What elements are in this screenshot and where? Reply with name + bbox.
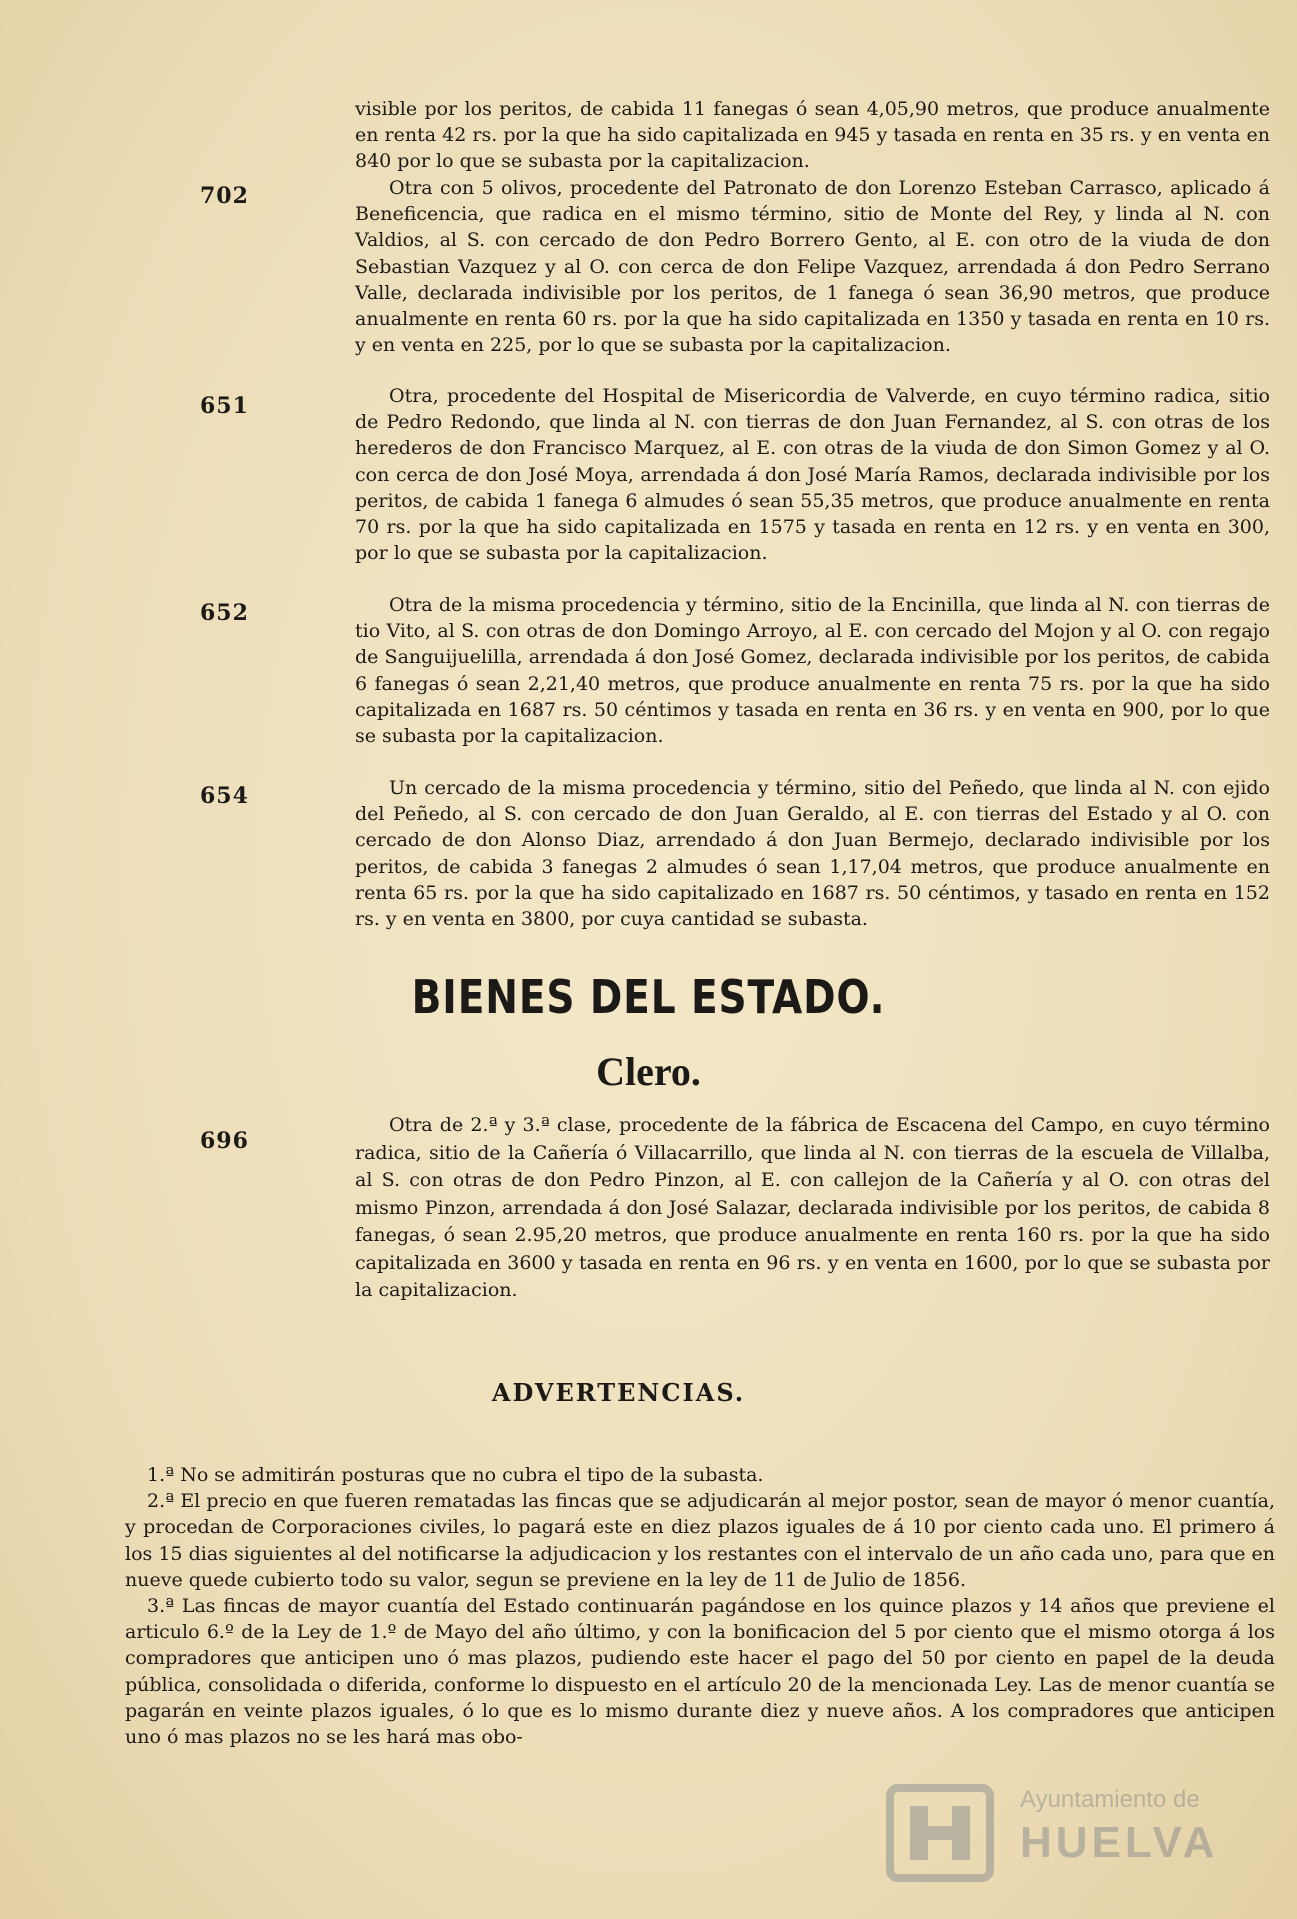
crest-icon — [880, 1778, 1000, 1888]
entry-text: Otra, procedente del Hospital de Misericordia de Valverde, en cuyo término radica, sitio de Pedro Redondo, que linda al N. con tierras de don Juan Fernandez, al S. con otras de los herederos de don Francisco Marquez, al E. con otras de la viuda de don Simon Gomez y al O. con cerca de don José Moya, arrendada á don José María Ramos, declarada indivisible por los peritos, de cabida 1 fanega 6 almudes ó sean 55,35 metros, que produce anualmente en renta 70 rs. por la que ha sido capitalizada en 1575 y tasada en renta en 12 rs. y en venta en 300, por lo que se subasta por la capitalizacion. — [355, 385, 1270, 565]
entry-696 — [200, 1112, 1275, 1305]
entry-number: 651 — [200, 393, 249, 419]
heading-advertencias: ADVERTENCIAS. — [491, 1378, 746, 1407]
watermark-line2: HUELVA — [1020, 1818, 1219, 1867]
entry-number: 654 — [200, 783, 249, 809]
entry-651 — [200, 383, 1275, 566]
watermark-line1: Ayuntamiento de — [1020, 1786, 1200, 1813]
entry-continuation — [200, 96, 1275, 175]
entry-number: 702 — [200, 183, 249, 209]
advertencia-1: 1.ª No se admitirán posturas que no cubra el tipo de la subasta. — [147, 1464, 764, 1486]
entry-text: Otra con 5 olivos, procedente del Patronato de don Lorenzo Esteban Carrasco, aplicado á Beneficencia, que radica en el mismo término, sitio de Monte del Rey, y linda al N. con Valdios, al S. con cercado de don Pedro Borrero Gento, al E. con otro de la viuda de don Sebastian Vazquez y al O. con cerca de don Felipe Vazquez, arrendada á don Pedro Serrano Valle, declarada indivisible por los peritos, de 1 fanega ó sean 36,90 metros, que produce anualmente en renta 60 rs. por la que ha sido capitalizada en 1350 y tasada en renta en 10 rs. y en venta en 225, por lo que se subasta por la capitalizacion. — [355, 177, 1270, 357]
advertencias-list — [125, 1462, 1275, 1750]
entry-702 — [200, 175, 1275, 358]
entry-text: Un cercado de la misma procedencia y término, sitio del Peñedo, que linda al N. con ejido del Peñedo, al S. con cercado de don Juan Geraldo, al E. con tierras del Estado y al O. con cercado de don Alonso Diaz, arrendado á don Juan Bermejo, declarado indivisible por los peritos, de cabida 3 fanegas 2 almudes ó sean 1,17,04 metros, que produce anualmente en renta 65 rs. por la que ha sido capitalizado en 1687 rs. 50 céntimos, y tasado en renta en 152 rs. y en venta en 3800, por cuya cantidad se subasta. — [355, 777, 1270, 931]
entry-text: visible por los peritos, de cabida 11 fanegas ó sean 4,05,90 metros, que produce anualmente en renta 42 rs. por la que ha sido capitalizada en 945 y tasada en renta en 35 rs. y en venta en 840 por lo que se subasta por la capitalizacion. — [355, 98, 1270, 173]
heading-bienes-del-estado: BIENES DEL ESTADO. — [411, 970, 886, 1024]
advertencia-2: 2.ª El precio en que fueren rematadas las fincas que se adjudicarán al mejor postor, sean de mayor ó menor cuantía, y procedan de Corporaciones civiles, lo pagará este en diez plazos iguales de á 10 por ciento cada uno. El primero á los 15 dias siguientes al del notificarse la adjudicacion y los restantes con el intervalo de un año cada uno, para que en nueve quede cubierto todo su valor, segun se previene en la ley de 11 de Julio de 1856. — [125, 1490, 1275, 1591]
heading-clero: Clero. — [596, 1049, 701, 1094]
entry-652 — [200, 592, 1275, 749]
entry-number: 652 — [200, 600, 249, 626]
ayuntamiento-huelva-watermark — [880, 1768, 1240, 1898]
advertencia-3: 3.ª Las fincas de mayor cuantía del Estado continuarán pagándose en los quince plazos y 14 años que previene el articulo 6.º de la Ley de 1.º de Mayo del año último, y con la bonificacion del 5 por ciento que el mismo otorga á los compradores que anticipen uno ó mas plazos, pudiendo este hacer el pago del 50 por ciento en papel de la deuda pública, consolidada o diferida, conforme lo dispuesto en el artículo 20 de la mencionada Ley. Las de menor cuantía se pagarán en veinte plazos iguales, ó lo que es lo mismo durante diez y nueve años. A los compradores que anticipen uno ó mas plazos no se les hará mas obo- — [125, 1595, 1275, 1749]
entry-text: Otra de 2.ª y 3.ª clase, procedente de la fábrica de Escacena del Campo, en cuyo término radica, sitio de la Cañería ó Villacarrillo, que linda al N. con tierras de la escuela de Villalba, al S. con otras de don Pedro Pinzon, al E. con callejon de la Cañería y al O. con otras del mismo Pinzon, arrendada á don José Salazar, declarada indivisible por los peritos, de cabida 8 fanegas, ó sean 2.95,20 metros, que produce anualmente en renta 160 rs. por la que ha sido capitalizada en 3600 y tasada en renta en 96 rs. y en venta en 1600, por lo que se subasta por la capitalizacion. — [355, 1114, 1270, 1301]
entry-text: Otra de la misma procedencia y término, sitio de la Encinilla, que linda al N. con tierras de tio Vito, al S. con otras de don Domingo Arroyo, al E. con cercado del Mojon y al O. con regajo de Sanguijuelilla, arrendada á don José Gomez, declarada indivisible por los peritos, de cabida 6 fanegas ó sean 2,21,40 metros, que produce anualmente en renta 75 rs. por la que ha sido capitalizada en 1687 rs. 50 céntimos y tasada en renta en 36 rs. y en venta en 900, por lo que se subasta por la capitalizacion. — [355, 594, 1270, 748]
entry-654 — [200, 775, 1275, 932]
entry-number: 696 — [200, 1128, 249, 1154]
